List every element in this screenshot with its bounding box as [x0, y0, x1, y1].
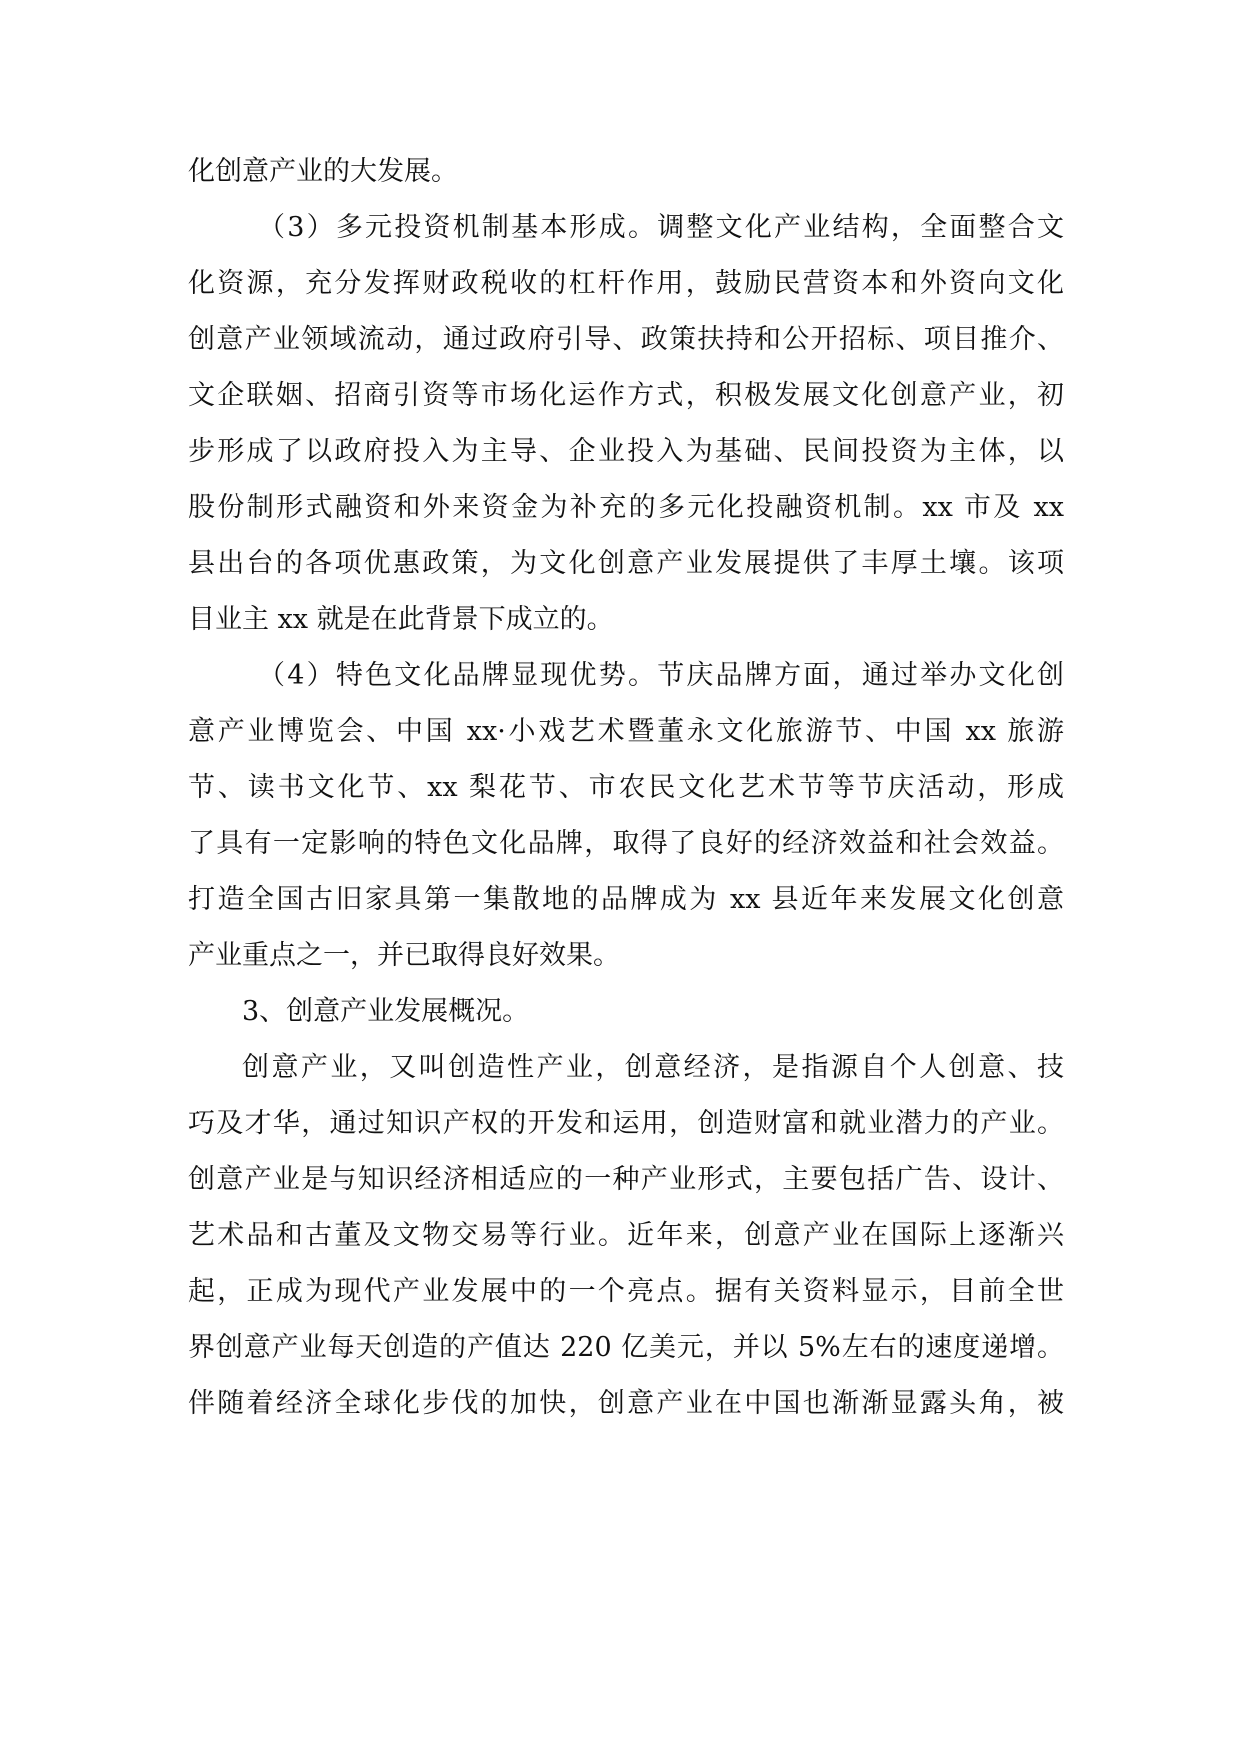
text-line: （4）特色文化品牌显现优势。节庆品牌方面，通过举办文化创	[258, 660, 1064, 691]
text-line: 起，正成为现代产业发展中的一个亮点。据有关资料显示，目前全世	[188, 1276, 1064, 1307]
text-line: 目业主 xx 就是在此背景下成立的。	[188, 604, 614, 635]
text-line: 伴随着经济全球化步伐的加快，创意产业在中国也渐渐显露头角，被	[188, 1388, 1064, 1419]
text-line: 股份制形式融资和外来资金为补充的多元化投融资机制。xx 市及 xx	[188, 492, 1064, 523]
text-line: 巧及才华，通过知识产权的开发和运用，创造财富和就业潜力的产业。	[188, 1108, 1064, 1139]
text-line: 了具有一定影响的特色文化品牌，取得了良好的经济效益和社会效益。	[188, 828, 1064, 859]
text-line: 产业重点之一，并已取得良好效果。	[188, 940, 620, 971]
text-line: 艺术品和古董及文物交易等行业。近年来，创意产业在国际上逐渐兴	[188, 1220, 1064, 1251]
text-line: 县出台的各项优惠政策，为文化创意产业发展提供了丰厚土壤。该项	[188, 548, 1064, 579]
section-heading: 3、创意产业发展概况。	[242, 996, 530, 1027]
text-line: 化资源，充分发挥财政税收的杠杆作用，鼓励民营资本和外资向文化	[188, 268, 1064, 299]
text-line: 创意产业，又叫创造性产业，创意经济，是指源自个人创意、技	[242, 1052, 1064, 1083]
text-line: 创意产业领域流动，通过政府引导、政策扶持和公开招标、项目推介、	[188, 324, 1064, 355]
text-line: 文企联姻、招商引资等市场化运作方式，积极发展文化创意产业，初	[188, 380, 1064, 411]
text-line: 化创意产业的大发展。	[188, 156, 458, 187]
text-line: 步形成了以政府投入为主导、企业投入为基础、民间投资为主体，以	[188, 436, 1064, 467]
text-line: 节、读书文化节、xx 梨花节、市农民文化艺术节等节庆活动，形成	[188, 772, 1064, 803]
text-line: （3）多元投资机制基本形成。调整文化产业结构，全面整合文	[258, 212, 1064, 243]
text-line: 创意产业是与知识经济相适应的一种产业形式，主要包括广告、设计、	[188, 1164, 1064, 1195]
text-line: 意产业博览会、中国 xx·小戏艺术暨董永文化旅游节、中国 xx 旅游	[188, 716, 1064, 747]
text-line: 打造全国古旧家具第一集散地的品牌成为 xx 县近年来发展文化创意	[188, 884, 1064, 915]
text-line: 界创意产业每天创造的产值达 220 亿美元，并以 5%左右的速度递增。	[188, 1332, 1064, 1363]
